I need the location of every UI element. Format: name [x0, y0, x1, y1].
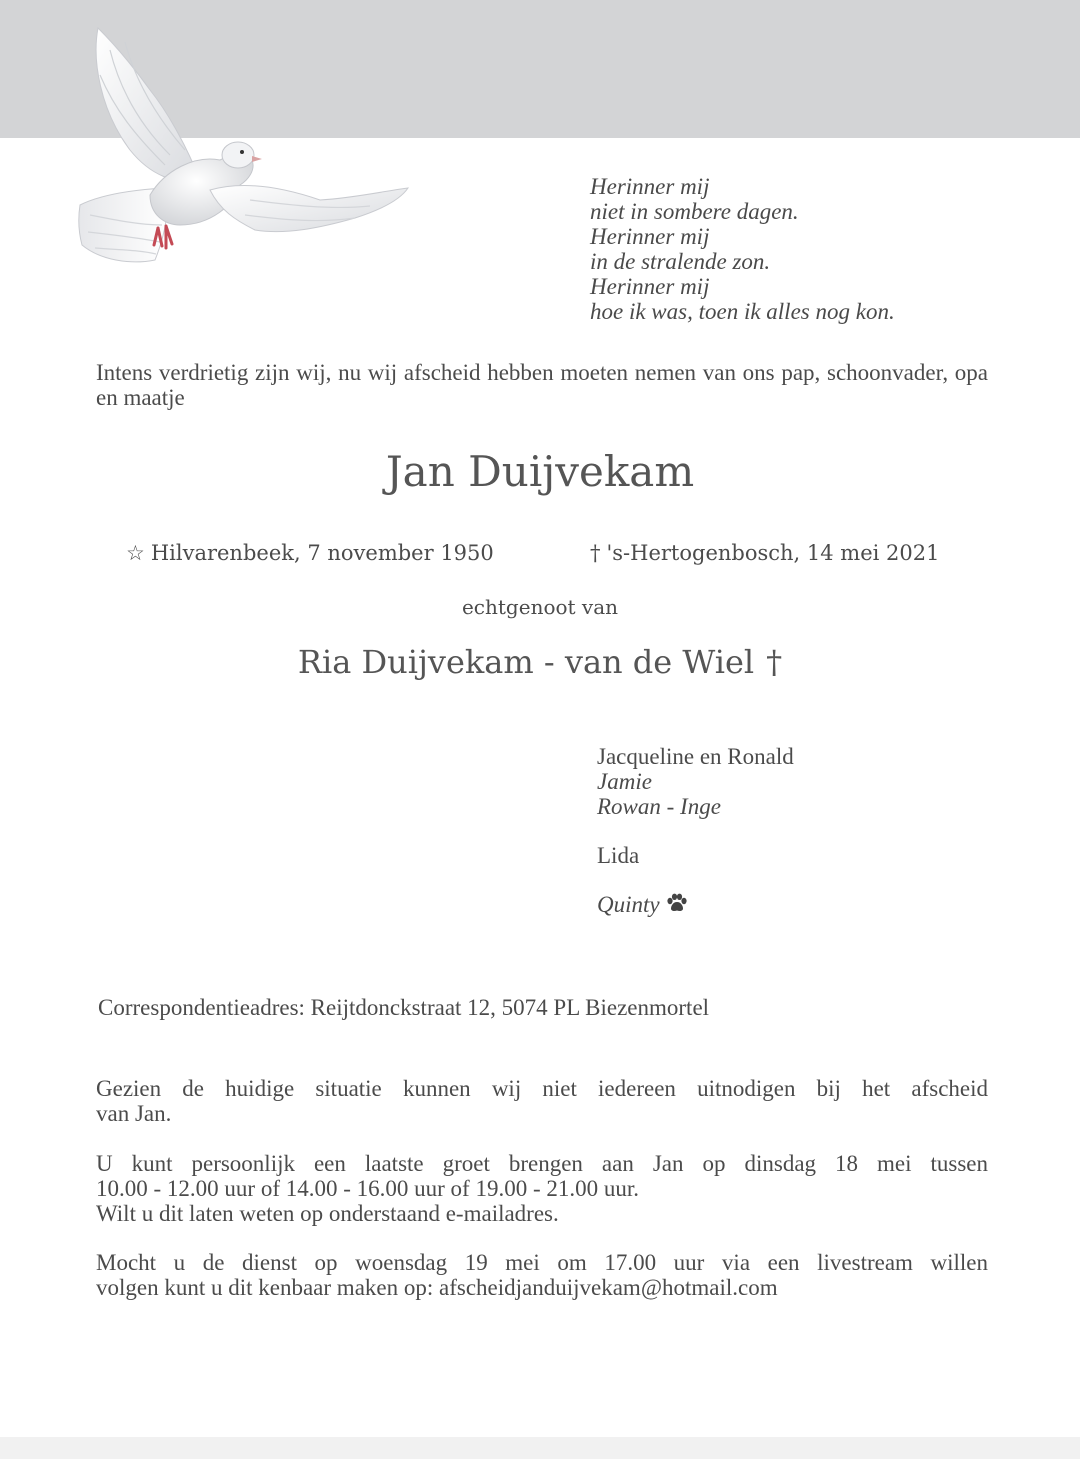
- spouse-label: echtgenoot van: [461, 595, 619, 619]
- poem-line: hoe ik was, toen ik alles nog kon.: [590, 299, 895, 324]
- death-info: [590, 538, 939, 568]
- poem-line: niet in sombere dagen.: [590, 199, 799, 224]
- paragraph-line: U kunt persoonlijk een laatste groet brengen aan Jan op dinsdag 18 mei tussen: [96, 1151, 988, 1176]
- paragraph-line: volgen kunt u dit kenbaar maken op: afscheidjanduijvekam@hotmail.com: [96, 1275, 778, 1300]
- poem: [590, 174, 1030, 324]
- paragraph-line: Wilt u dit laten weten op onderstaand e-mailadres.: [96, 1201, 559, 1226]
- paragraph-line: Gezien de huidige situatie kunnen wij niet iedereen uitnodigen bij het afscheid: [96, 1076, 988, 1101]
- deceased-name: Jan Duijvekam: [385, 447, 695, 496]
- poem-line: Herinner mij: [590, 174, 710, 199]
- birth-text: Hilvarenbeek, 7 november 1950: [150, 541, 494, 565]
- dove-icon: [70, 20, 415, 285]
- family-child: Jamie: [597, 769, 652, 794]
- family-member: Lida: [597, 843, 640, 868]
- family-parents: Jacqueline en Ronald: [597, 744, 794, 769]
- correspondence-address: Correspondentieadres: Reijtdonckstraat 12, 5074 PL Biezenmortel: [98, 995, 710, 1020]
- pet-name: Quinty: [597, 892, 660, 917]
- paragraph-visit: [96, 1151, 988, 1226]
- poem-line: Herinner mij: [590, 224, 710, 249]
- paragraph-line: 10.00 - 12.00 uur of 14.00 - 16.00 uur of 19.00 - 21.00 uur.: [96, 1176, 640, 1201]
- star-icon: ☆: [126, 541, 145, 565]
- spouse-name: Ria Duijvekam - van de Wiel: [297, 643, 755, 681]
- family-child: Rowan - Inge: [597, 794, 721, 819]
- footer-band: [0, 1437, 1080, 1459]
- spouse-name-line: [0, 640, 1080, 684]
- poem-line: Herinner mij: [590, 274, 710, 299]
- intro-text: Intens verdrietig zijn wij, nu wij afscheid hebben moeten nemen van ons pap, schoonvader, opa en maatje: [96, 360, 988, 410]
- death-text: 's-Hertogenbosch, 14 mei 2021: [606, 541, 940, 565]
- poem-line: in de stralende zon.: [590, 249, 771, 274]
- cross-icon: †: [590, 541, 601, 565]
- cross-icon: †: [766, 643, 783, 681]
- paragraph-situation: [96, 1076, 988, 1126]
- paragraph-livestream: [96, 1250, 988, 1300]
- family-pet: [597, 892, 1017, 917]
- family-list: [597, 744, 1017, 917]
- paw-icon: [666, 893, 688, 913]
- paragraph-line: Mocht u de dienst op woensdag 19 mei om 17.00 uur via een livestream willen: [96, 1250, 988, 1275]
- paragraph-line: van Jan.: [96, 1101, 172, 1126]
- birth-info: [126, 538, 494, 568]
